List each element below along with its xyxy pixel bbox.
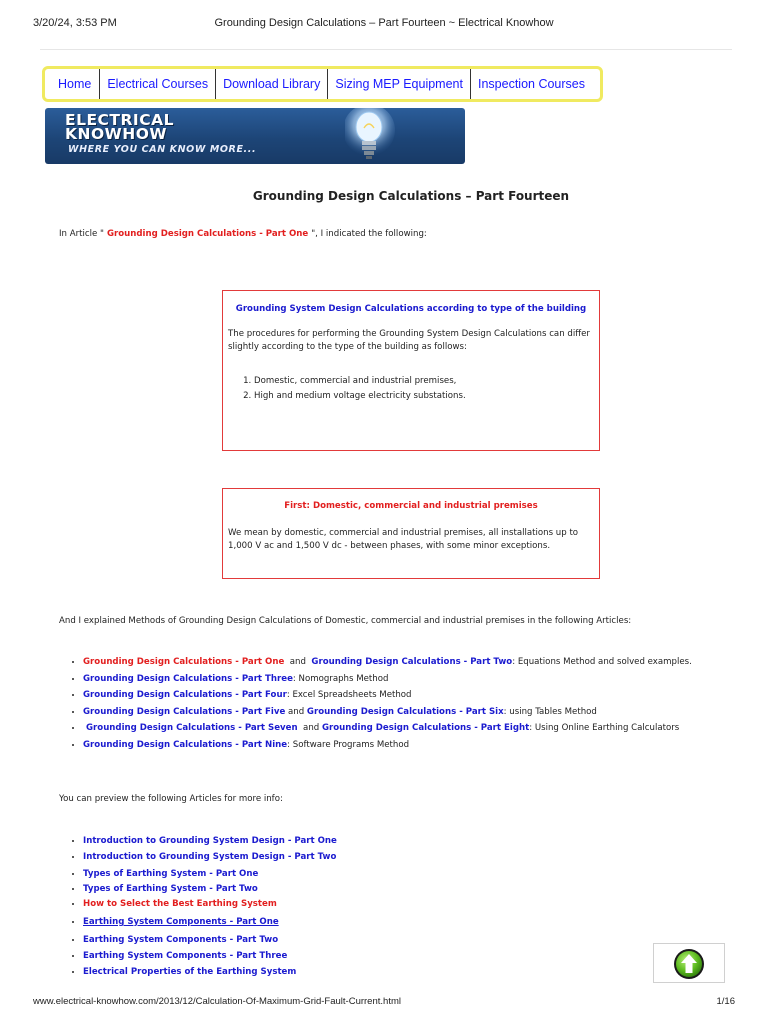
link-part-two[interactable]: Grounding Design Calculations - Part Two — [311, 657, 513, 667]
link-components-part-three[interactable]: Earthing System Components - Part Three — [83, 951, 288, 961]
link-select-best-earthing[interactable]: How to Select the Best Earthing System — [83, 899, 277, 909]
link-part-three[interactable]: Grounding Design Calculations - Part Three — [83, 674, 293, 684]
info-box-building-type — [222, 290, 600, 451]
link-part-four[interactable]: Grounding Design Calculations - Part Four — [83, 690, 287, 700]
site-banner-logo[interactable] — [45, 108, 465, 164]
scroll-to-top-button[interactable] — [653, 943, 725, 983]
nav-home[interactable]: Home — [45, 69, 100, 99]
list-item — [83, 723, 679, 733]
list-item — [83, 869, 258, 879]
print-header — [0, 0, 768, 40]
link-part-eight[interactable]: Grounding Design Calculations - Part Eight — [321, 723, 530, 733]
nav-inspection-courses[interactable]: Inspection Courses — [477, 77, 585, 91]
list-item — [83, 740, 409, 750]
link-earthing-types-part-one[interactable]: Types of Earthing System - Part One — [83, 869, 259, 879]
link-part-six[interactable]: Grounding Design Calculations - Part Six — [306, 707, 504, 717]
print-datetime: 3/20/24, 3:53 PM — [33, 17, 117, 29]
nav-sizing-mep-equipment[interactable]: Sizing MEP Equipment — [328, 69, 471, 99]
print-url: www.electrical-knowhow.com/2013/12/Calculation-Of-Maximum-Grid-Fault-Current.html — [33, 996, 401, 1007]
link-part-seven[interactable]: Grounding Design Calculations - Part Seven — [83, 723, 298, 733]
list-item — [83, 657, 692, 667]
main-nav — [42, 66, 603, 102]
link-intro-grounding-part-two[interactable]: Introduction to Grounding System Design - Part Two — [83, 852, 337, 862]
method-desc: : Equations Method and solved examples. — [512, 657, 692, 667]
link-components-part-one[interactable]: Earthing System Components - Part One — [83, 917, 279, 927]
list-item — [83, 852, 336, 862]
preview-intro: You can preview the following Articles for more info: — [59, 794, 283, 804]
link-part-five[interactable]: Grounding Design Calculations - Part Five — [83, 707, 286, 717]
box1-list — [228, 374, 466, 404]
link-part-nine[interactable]: Grounding Design Calculations - Part Nine — [83, 740, 288, 750]
banner-tagline: WHERE YOU CAN KNOW MORE... — [68, 144, 257, 155]
banner-title — [65, 113, 174, 141]
box2-title: First: Domestic, commercial and industrial premises — [284, 501, 538, 511]
link-part-one[interactable]: Grounding Design Calculations - Part One — [103, 229, 312, 239]
list-item — [83, 836, 337, 846]
nav-electrical-courses[interactable]: Electrical Courses — [100, 69, 216, 99]
list-item — [83, 707, 597, 717]
list-item — [83, 917, 279, 927]
box1-text: The procedures for performing the Grounding System Design Calculations can differ slightly according to the type of the building as follows: — [228, 329, 590, 352]
nav-download-library[interactable]: Download Library — [216, 69, 328, 99]
connector-text: and — [284, 657, 312, 667]
list-item — [83, 899, 277, 909]
intro-prefix: In Article " — [59, 229, 104, 239]
box2-text: We mean by domestic, commercial and industrial premises, all installations up to 1,000 V ac and 1,500 V dc - between phases, with some minor exceptions. — [228, 528, 579, 551]
banner-line2: KNOWHOW — [65, 125, 168, 143]
link-components-part-two[interactable]: Earthing System Components - Part Two — [83, 935, 279, 945]
link-electrical-properties[interactable]: Electrical Properties of the Earthing System — [83, 967, 297, 977]
box1-item: 1. Domestic, commercial and industrial premises, — [254, 374, 466, 389]
connector-text: and — [297, 723, 322, 733]
list-item — [83, 674, 388, 684]
list-item — [83, 951, 287, 961]
divider — [40, 49, 732, 50]
method-desc: : Excel Spreadsheets Method — [286, 690, 412, 700]
banner-line1: ELECTRICAL — [65, 111, 174, 129]
method-desc: : Nomographs Method — [292, 674, 389, 684]
arrow-up-icon — [672, 948, 706, 980]
list-item — [83, 884, 258, 894]
list-item — [83, 935, 278, 945]
link-intro-grounding-part-one[interactable]: Introduction to Grounding System Design - Part One — [83, 836, 337, 846]
intro-suffix: ", I indicated the following: — [311, 229, 427, 239]
box1-item: 2. High and medium voltage electricity substations. — [254, 389, 466, 404]
method-desc: : Using Online Earthing Calculators — [529, 723, 680, 733]
method-desc: : Software Programs Method — [287, 740, 410, 750]
print-page-number: 1/16 — [716, 996, 735, 1007]
light-bulb-icon — [345, 108, 465, 164]
list-item — [83, 690, 412, 700]
article-title: Grounding Design Calculations – Part Fourteen — [252, 189, 570, 203]
link-part-one[interactable]: Grounding Design Calculations - Part One — [83, 657, 285, 667]
box1-title: Grounding System Design Calculations according to type of the building — [235, 304, 587, 314]
link-earthing-types-part-two[interactable]: Types of Earthing System - Part Two — [83, 884, 258, 894]
list-item — [83, 967, 296, 977]
methods-intro: And I explained Methods of Grounding Design Calculations of Domestic, commercial and industrial premises in the following Articles: — [59, 616, 632, 626]
info-box-domestic — [222, 488, 600, 579]
connector-text: and — [285, 707, 307, 717]
intro-paragraph — [59, 229, 427, 239]
method-desc: : using Tables Method — [503, 707, 597, 717]
print-page-title: Grounding Design Calculations – Part Fourteen ~ Electrical Knowhow — [214, 17, 554, 29]
